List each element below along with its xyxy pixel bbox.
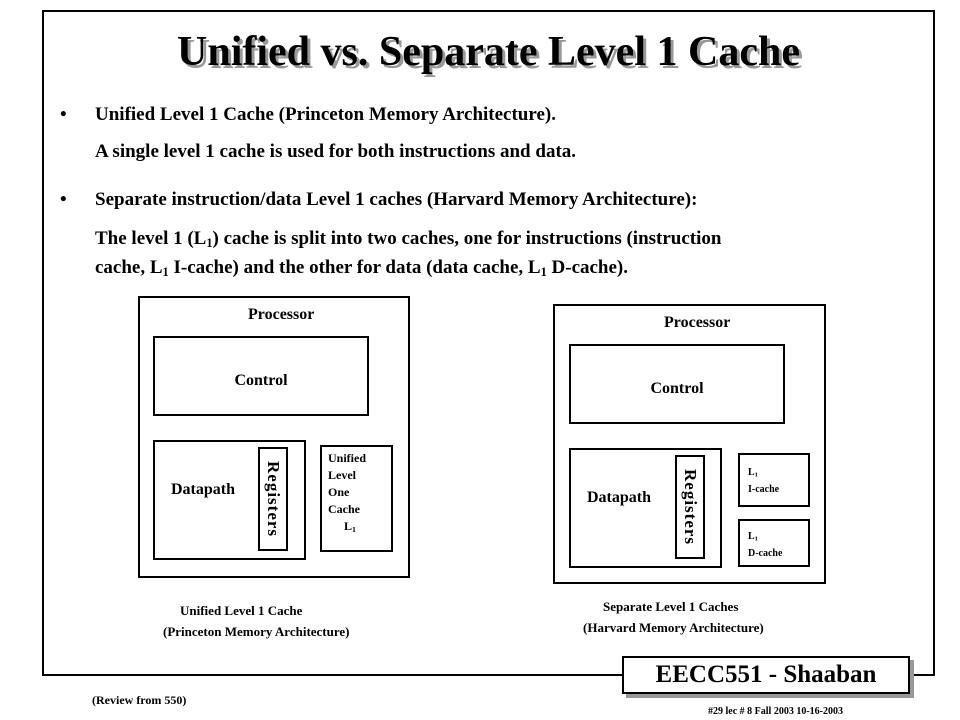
separate-processor-label: Processor (664, 314, 731, 331)
bullet-1-line-1: Unified Level 1 Cache (Princeton Memory Architecture). (95, 104, 556, 125)
unified-processor-label: Processor (248, 306, 315, 323)
unified-datapath-label: Datapath (171, 481, 236, 498)
unified-cache-label (328, 450, 366, 538)
unified-cache-level: $L_1$ (344, 519, 356, 534)
unified-registers-box: Registers (258, 447, 288, 551)
bullet-2-line-1: Separate instruction/data Level 1 caches (Harvard Memory Architecture): (95, 189, 698, 210)
unified-control-label: Control (234, 372, 288, 389)
dcache-label: $L_1$ D-cache (748, 531, 783, 559)
course-badge: EECC551 - Shaaban (622, 656, 910, 694)
icache-label: $L_1$ I-cache (748, 467, 780, 495)
slide-info: #29 lec # 8 Fall 2003 10-16-2003 (708, 706, 843, 717)
bullet-point-1: • (60, 104, 67, 125)
bullet-2-line-3: cache, $L_1$ I-cache) and the other for data (data cache, $L_1$ D-cache). (95, 257, 629, 280)
bullet-2-line-2: The level 1 $(L_1)$ cache is split into two caches, one for instructions (instruction (95, 228, 722, 251)
separate-registers-box: Registers (675, 455, 705, 559)
separate-datapath-label: Datapath (587, 489, 652, 506)
separate-control-label: Control (650, 380, 704, 397)
unified-caption-line-1: Unified Level 1 Cache (180, 603, 303, 618)
bullet-1-line-2: A single level 1 cache is used for both instructions and data. (95, 141, 577, 162)
separate-caption-line-2: (Harvard Memory Architecture) (583, 620, 764, 635)
separate-caption-line-1: Separate Level 1 Caches (603, 599, 739, 614)
bullet-point-2: • (60, 189, 67, 210)
slide-title: Unified vs. Separate Level 1 Cache (177, 29, 800, 75)
unified-cache-line-2: Level (328, 468, 356, 482)
unified-cache-line-1: Unified (328, 451, 367, 465)
unified-caption-line-2: (Princeton Memory Architecture) (163, 624, 350, 639)
unified-cache-line-4: Cache (328, 502, 360, 516)
unified-cache-line-3: One (328, 485, 350, 499)
review-note: (Review from 550) (92, 693, 187, 707)
